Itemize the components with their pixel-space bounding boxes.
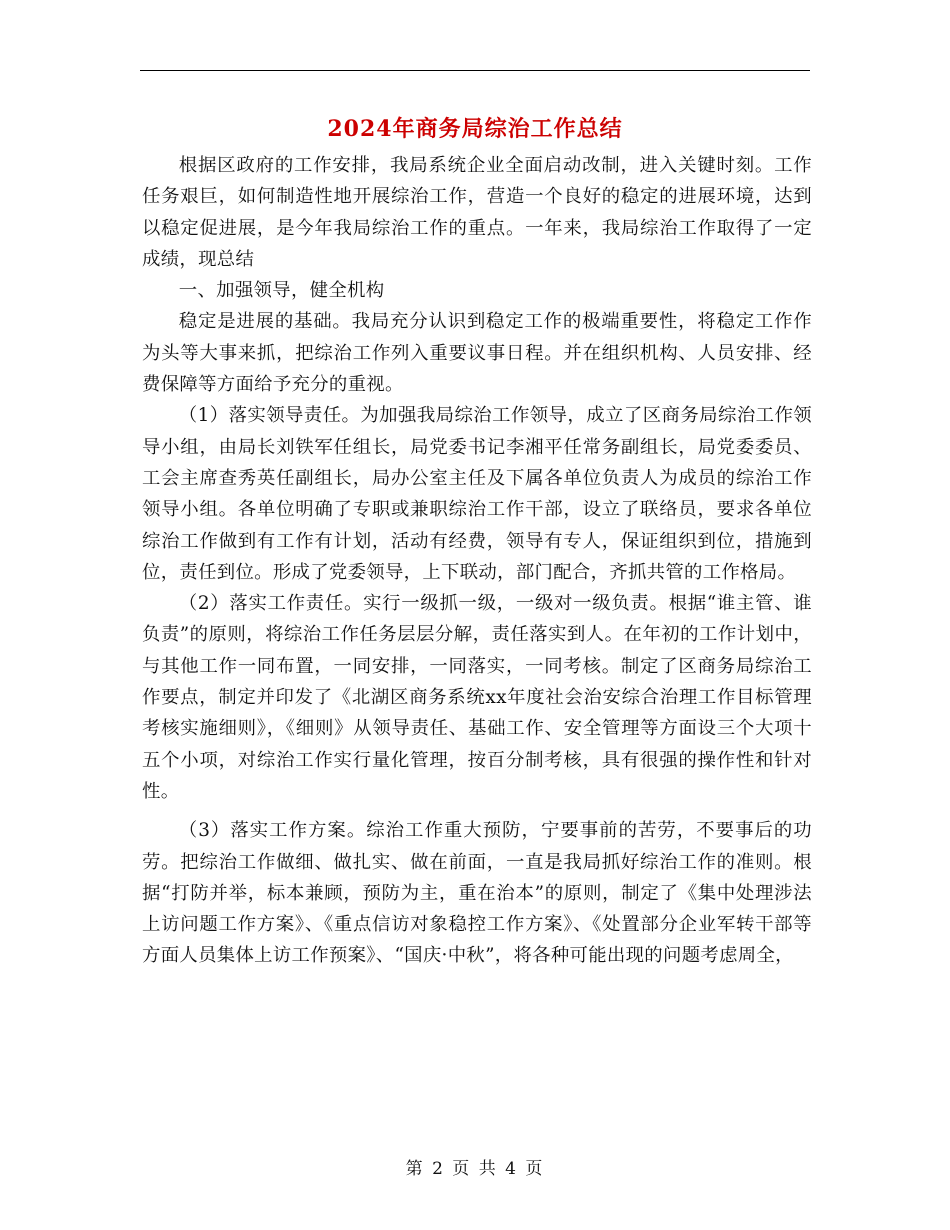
paragraph-item-2: （2）落实工作责任。实行一级抓一级，一级对一级负责。根据“谁主管、谁负责”的原则，将综治工作任务层层分解，责任落实到人。在年初的工作计划中，与其他工作一同布置，一同安排，一同落实，一同考核。制定了区商务局综治工作要点，制定并印发了《北湖区商务系统xx年度社会治安综合治理工作目标管理考核实施细则》，《细则》从领导责任、基础工作、安全管理等方面设三个大项十五个小项，对综治工作实行量化管理，按百分制考核，具有很强的操作性和针对性。 [142, 593, 812, 802]
document-body [142, 150, 812, 972]
document-title: 2024年商务局综治工作总结 [327, 116, 623, 142]
page-footer: 第 2 页 共 4 页 [405, 1159, 545, 1179]
paragraph-item-3: （3）落实工作方案。综治工作重大预防，宁要事前的苦劳，不要事后的功劳。把综治工作做细、做扎实、做在前面，一直是我局抓好综治工作的准则。根据“打防并举，标本兼顾，预防为主，重在治本”的原则，制定了《集中处理涉法上访问题工作方案》、《重点信访对象稳控工作方案》、《处置部分企业军转干部等方面人员集体上访工作预案》、“国庆·中秋”，将各种可能出现的问题考虑周全， [142, 820, 812, 967]
paragraph-intro: 根据区政府的工作安排，我局系统企业全面启动改制，进入关键时刻。工作任务艰巨，如何制造性地开展综治工作，营造一个良好的稳定的进展环境，达到以稳定促进展，是今年我局综治工作的重点。一年来，我局综治工作取得了一定成绩，现总结 [142, 155, 812, 270]
paragraph-item-1: （1）落实领导责任。为加强我局综治工作领导，成立了区商务局综治工作领导小组，由局长刘铁军任组长，局党委书记李湘平任常务副组长，局党委委员、工会主席查秀英任副组长，局办公室主任及下属各单位负责人为成员的综治工作领导小组。各单位明确了专职或兼职综治工作干部，设立了联络员，要求各单位综治工作做到有工作有计划，活动有经费，领导有专人，保证组织到位，措施到位，责任到位。形成了党委领导，上下联动，部门配合，齐抓共管的工作格局。 [142, 405, 812, 583]
header-rule [140, 70, 810, 71]
paragraph-stability: 稳定是进展的基础。我局充分认识到稳定工作的极端重要性，将稳定工作作为头等大事来抓，把综治工作列入重要议事日程。并在组织机构、人员安排、经费保障等方面给予充分的重视。 [142, 311, 812, 396]
section-heading: 一、加强领导，健全机构 [178, 280, 385, 302]
